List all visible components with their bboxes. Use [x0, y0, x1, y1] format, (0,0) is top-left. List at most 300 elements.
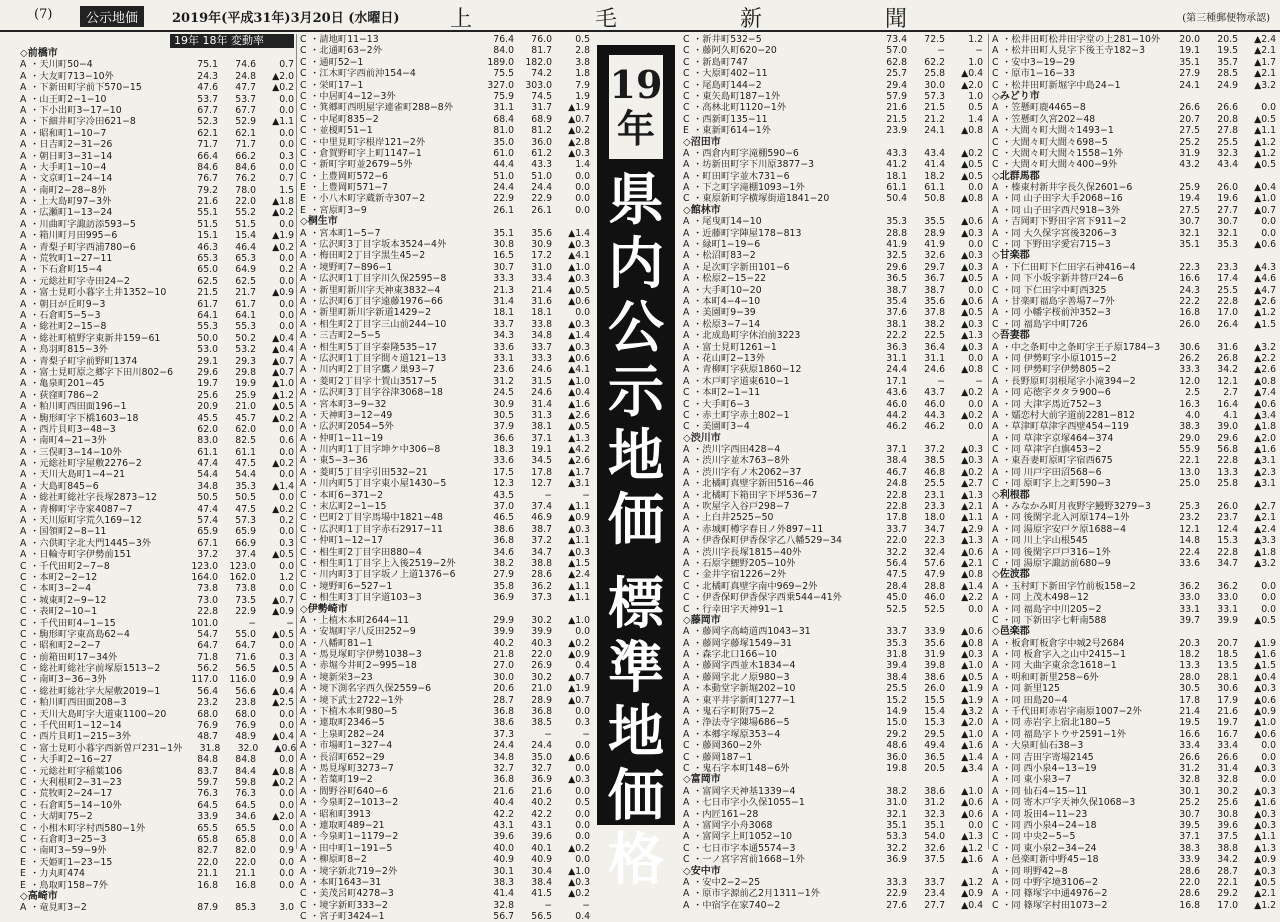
land-price-row [20, 276, 294, 287]
site-address: ・坊新田町字下川原3877−3 [693, 159, 815, 171]
zone-code: A [992, 113, 999, 125]
site-address: ・藤岡字藤塚1549−31 [693, 637, 793, 649]
zone-code: C [20, 788, 27, 800]
zone-code: A [992, 45, 999, 57]
zone-code: C [992, 136, 999, 148]
change-rate: ▲1.1 [1254, 831, 1276, 843]
price-2018: 40.2 [531, 797, 552, 809]
change-rate: ▲1.2 [1254, 307, 1276, 319]
land-price-row [683, 376, 983, 387]
price-2018: 43.7 [924, 387, 945, 399]
price-2018: 37.8 [924, 307, 945, 319]
land-price-row [992, 547, 1276, 558]
zone-code: A [992, 865, 999, 877]
price-2019: 41.2 [886, 159, 907, 171]
change-rate: ▲0.5 [961, 307, 983, 319]
price-2018: 24.4 [531, 740, 552, 752]
change-rate: 0.3 [279, 150, 294, 162]
price-2018: 22.9 [235, 606, 256, 618]
price-2018: 31.6 [531, 295, 552, 307]
site-address: ・同 伊勢町字小原1015−2 [1002, 352, 1117, 364]
price-2018: 15.5 [924, 694, 945, 706]
zone-code: A [300, 250, 307, 262]
land-price-row [300, 239, 590, 250]
land-price-row [20, 629, 294, 640]
price-2019: 30.9 [493, 398, 514, 410]
land-price-row [683, 695, 983, 706]
land-price-row [300, 307, 590, 318]
zone-code: A [20, 59, 27, 71]
price-2018: 22.8 [1217, 455, 1238, 467]
zone-code: A [300, 478, 307, 490]
site-address: ・赤土町字赤土802−1 [693, 409, 790, 421]
price-2018: 24.8 [235, 70, 256, 82]
price-2019: 327.0 [487, 79, 514, 91]
zone-code: A [992, 387, 999, 399]
postal-notice: (第三種郵便物承認) [1182, 13, 1270, 24]
change-rate: 1.0 [968, 56, 983, 68]
site-address: ・天姫町1−23−15 [30, 856, 113, 868]
site-address: ・同 上茂木498−12 [1002, 592, 1089, 604]
price-2018: 26.9 [531, 660, 552, 672]
price-2018: 36.8 [531, 706, 552, 718]
price-2019: 33.1 [493, 352, 514, 364]
change-rate: 0.0 [279, 321, 294, 333]
price-2018: 33.8 [531, 318, 552, 330]
price-2019: 82.7 [197, 845, 218, 857]
change-rate: ▲2.6 [568, 455, 590, 467]
zone-code: A [300, 808, 307, 820]
site-address: ・梅田町2丁目字黒生45−2 [310, 250, 426, 262]
zone-code: A [992, 728, 999, 740]
land-price-row [683, 490, 983, 501]
land-price-row [992, 501, 1276, 512]
change-rate: 1.0 [968, 90, 983, 102]
price-2019: 61.1 [197, 446, 218, 458]
price-2018: 47.7 [235, 82, 256, 94]
change-rate: − [975, 375, 983, 387]
zone-code: C [683, 56, 690, 68]
price-2019: 24.5 [493, 387, 514, 399]
land-price-row [992, 888, 1276, 899]
zone-code: A [20, 184, 27, 196]
land-price-row [992, 797, 1276, 808]
price-2019: 34.3 [493, 330, 514, 342]
price-2019: 28.6 [1179, 865, 1200, 877]
land-price-row [20, 94, 294, 105]
price-2019: 34.8 [197, 480, 218, 492]
land-price-row [20, 583, 294, 594]
land-price-row [20, 344, 294, 355]
price-2019: 22.9 [886, 888, 907, 900]
price-2018: 17.0 [1217, 899, 1238, 911]
site-address: ・川曲町字諏訪添593−5 [30, 218, 136, 230]
land-price-row [300, 740, 590, 751]
price-2018: 61.2 [531, 147, 552, 159]
zone-code: C [300, 911, 307, 922]
land-price-row [683, 900, 983, 911]
site-address: ・柳原町8−2 [310, 854, 367, 866]
change-rate: 0.0 [279, 253, 294, 265]
change-rate: ▲1.7 [568, 466, 590, 478]
site-address: ・同 福島字トウサ2591−1外 [1002, 728, 1126, 740]
change-rate: ▲0.6 [568, 295, 590, 307]
price-2019: 20.0 [1179, 34, 1200, 45]
change-rate: ▲1.7 [1254, 56, 1276, 68]
site-address: ・日輪寺町字伊勢前151 [30, 549, 132, 561]
change-rate: ▲0.5 [961, 159, 983, 171]
site-address: ・倉賀野町字上町1147−1 [310, 147, 422, 159]
site-address: ・内匠161−28 [693, 808, 759, 820]
price-2018: 34.2 [1217, 854, 1238, 866]
price-2018: 66.2 [235, 150, 256, 162]
price-2018: 38.6 [924, 671, 945, 683]
change-rate: ▲1.6 [1254, 797, 1276, 809]
price-2018: 27.8 [1217, 125, 1238, 137]
price-2018: 23.3 [924, 501, 945, 513]
price-2019: 28.4 [886, 580, 907, 592]
price-2018: 26.1 [531, 204, 552, 216]
price-2018: 31.2 [924, 797, 945, 809]
land-price-row [20, 139, 294, 150]
zone-code: A [300, 683, 307, 695]
land-price-row [300, 877, 590, 888]
change-rate: ▲3.2 [1254, 557, 1276, 569]
change-rate: 0.4 [575, 911, 590, 922]
change-rate: ▲1.1 [961, 512, 983, 524]
site-address: ・新町字町並2679−5外 [310, 159, 413, 171]
change-rate: ▲3.3 [1254, 535, 1276, 547]
price-2019: 61.1 [886, 182, 907, 194]
site-address: ・大間々町大間々1558−1外 [1002, 147, 1124, 159]
headline-title-char: 標 [608, 571, 664, 637]
land-price-row [20, 321, 294, 332]
price-2019: 22.3 [1179, 261, 1200, 273]
site-address: ・藤岡字西並木1834−4 [693, 660, 796, 672]
change-rate: 0.0 [1261, 102, 1276, 114]
change-rate: ▲0.3 [568, 774, 590, 786]
land-price-row [20, 823, 294, 834]
price-2018: 25.8 [924, 68, 945, 80]
price-2018: 44.3 [924, 409, 945, 421]
site-address: ・同 川戸字田沼568−6 [1002, 466, 1102, 478]
zone-code: A [992, 182, 999, 194]
zone-code: A [992, 774, 999, 786]
land-price-row [20, 128, 294, 139]
change-rate: ▲2.4 [1254, 523, 1276, 535]
site-address: ・北橘町真壁字新田516−46 [693, 478, 815, 490]
price-2019: 44.2 [886, 409, 907, 421]
price-2019: 68.0 [197, 708, 218, 720]
site-address: ・下小出町3−17−10 [30, 104, 122, 116]
price-2018: 21.6 [531, 785, 552, 797]
price-2019: 83.0 [197, 435, 218, 447]
site-address: ・同 福島字中川205−2 [1002, 603, 1102, 615]
zone-code: C [683, 90, 690, 102]
zone-code: A [683, 637, 690, 649]
price-2019: 34.8 [493, 751, 514, 763]
price-2018: 29.3 [235, 355, 256, 367]
zone-code: A [300, 763, 307, 774]
price-2019: 39.5 [1179, 819, 1200, 831]
site-address: ・上豊岡町571−7 [310, 182, 388, 194]
site-address: ・同 小幡字桜前沖352−3 [1002, 307, 1111, 319]
zone-code: A [683, 899, 690, 911]
land-price-row [992, 774, 1276, 785]
zone-code: C [992, 79, 999, 91]
price-2018: 19.6 [1217, 193, 1238, 205]
change-rate: 0.0 [279, 309, 294, 321]
site-address: ・同 西小泉4−13−19 [1002, 763, 1097, 774]
land-price-row [992, 307, 1276, 318]
zone-code: A [300, 717, 307, 729]
price-2018: 62.1 [235, 127, 256, 139]
price-2018: 26.6 [1217, 102, 1238, 114]
zone-code: A [992, 876, 999, 888]
site-address: ・赤城町樽字春日ノ外897−11 [693, 523, 824, 535]
price-2019: 20.9 [197, 401, 218, 413]
price-2018: 40.1 [531, 842, 552, 854]
change-rate: ▲0.3 [568, 318, 590, 330]
zone-code: A [683, 273, 690, 285]
price-2018: 61.1 [924, 182, 945, 194]
change-rate: 0.0 [279, 856, 294, 868]
price-2019: 30.7 [1179, 216, 1200, 228]
zone-code: C [20, 571, 27, 583]
land-price-row [300, 581, 590, 592]
price-2018: 36.4 [924, 341, 945, 353]
price-2019: 19.1 [1179, 45, 1200, 57]
zone-code: A [683, 489, 690, 501]
change-rate: ▲2.0 [961, 79, 983, 91]
site-address: ・同 東小泉2−34−24 [1002, 842, 1097, 854]
change-rate: ▲0.8 [961, 193, 983, 205]
price-2019: 23.9 [886, 125, 907, 137]
change-rate: ▲2.6 [1254, 295, 1276, 307]
price-2018: 65.3 [235, 253, 256, 265]
price-2018: 15.3 [1217, 535, 1238, 547]
price-2018: 29.7 [924, 261, 945, 273]
price-2018: 33.1 [1217, 603, 1238, 615]
site-address: ・昭和町2−2−7 [30, 640, 101, 652]
headline-title-char: 内 [608, 231, 664, 297]
price-2019: 37.6 [886, 307, 907, 319]
site-address: ・富士見町小暮字土井1352−10 [30, 287, 167, 299]
land-price-row [300, 592, 590, 603]
change-rate: ▲0.8 [272, 765, 294, 777]
price-2018: 74.5 [531, 90, 552, 102]
change-rate: 0.3 [279, 537, 294, 549]
price-2018: 36.5 [924, 751, 945, 763]
zone-code: C [683, 398, 690, 410]
price-2018: 26.8 [1217, 352, 1238, 364]
change-rate: 3.8 [575, 56, 590, 68]
price-2019: 13.0 [1179, 466, 1200, 478]
site-address: ・同 後閑字戸戸316−1外 [1002, 546, 1111, 558]
change-rate: ▲0.7 [568, 671, 590, 683]
land-price-row [992, 228, 1276, 239]
zone-code: A [683, 182, 690, 194]
land-price-row [300, 478, 590, 489]
land-price-row [992, 148, 1276, 159]
price-2018: 20.7 [1217, 637, 1238, 649]
zone-code: A [992, 432, 999, 444]
site-address: ・同 大久保字宮後3206−3 [1002, 227, 1117, 239]
change-rate: 0.0 [279, 139, 294, 151]
zone-code: C [20, 845, 27, 857]
price-2018: 84.4 [235, 765, 256, 777]
price-2019: 61.0 [493, 147, 514, 159]
land-price-row [992, 900, 1276, 911]
price-2019: 75.5 [493, 68, 514, 80]
zone-code: A [992, 375, 999, 387]
land-price-row [992, 524, 1276, 535]
site-address: ・小八木町字蔵新寺307−2 [310, 193, 426, 205]
price-2019: 26.0 [1179, 318, 1200, 330]
site-address: ・松井田町人見字下後王寺182−3 [1002, 45, 1146, 57]
land-price-row [300, 205, 590, 216]
price-2019: 81.0 [493, 125, 514, 137]
change-rate: − [582, 899, 590, 911]
site-address: ・境野町6−527−1 [310, 580, 393, 592]
price-2018: 66.9 [235, 537, 256, 549]
price-2019: 19.7 [197, 378, 218, 390]
zone-code: C [300, 147, 307, 159]
site-address: ・行幸田字天神91−1 [693, 603, 784, 615]
price-2018: 28.6 [531, 569, 552, 581]
land-price-row [300, 569, 590, 580]
zone-code: A [683, 466, 690, 478]
price-2018: 39.8 [924, 660, 945, 672]
site-address: ・境野町7−896−1 [310, 261, 393, 273]
change-rate: 0.0 [968, 182, 983, 194]
site-address: ・嬬恋村大前字道前2281−812 [1002, 409, 1135, 421]
price-2018: 12.4 [1217, 523, 1238, 535]
land-price-row [683, 57, 983, 68]
change-rate: ▲0.7 [272, 594, 294, 606]
zone-code: A [992, 535, 999, 547]
zone-code: C [683, 740, 690, 752]
land-price-row [300, 45, 590, 56]
site-address: ・箱川町月田995−6 [30, 230, 118, 242]
site-address: ・同 大曲字東余念1618−1 [1002, 660, 1117, 672]
land-price-row [683, 512, 983, 523]
change-rate: 0.0 [279, 423, 294, 435]
site-address: ・石原字鯉野205−10外 [693, 557, 796, 569]
zone-code: A [683, 501, 690, 513]
price-2018: 55.2 [235, 207, 256, 219]
price-2019: 13.3 [1179, 660, 1200, 672]
zone-code: A [992, 204, 999, 216]
change-rate: ▲4.1 [568, 250, 590, 262]
change-rate: 0.0 [575, 808, 590, 820]
site-address: ・大友町713−10外 [30, 70, 114, 82]
change-rate: 0.0 [279, 583, 294, 595]
change-rate: 0.0 [279, 218, 294, 230]
change-rate: 0.0 [968, 239, 983, 251]
price-2019: 20.3 [1179, 637, 1200, 649]
price-2018: 24.1 [924, 125, 945, 137]
site-address: ・元総社町字稲葉106 [30, 765, 123, 777]
price-2018: 49.4 [924, 740, 945, 752]
price-2019: 19.5 [1179, 717, 1200, 729]
land-price-row [300, 273, 590, 284]
land-price-row [20, 902, 294, 913]
district-heading: ◇吾妻郡 [992, 330, 1030, 342]
land-price-row [300, 182, 590, 193]
land-price-row [992, 353, 1276, 364]
change-rate: 0.0 [1261, 740, 1276, 752]
zone-code: C [20, 651, 27, 663]
change-rate: 0.0 [279, 799, 294, 811]
zone-code: A [683, 888, 690, 900]
price-2018: 29.6 [1217, 432, 1238, 444]
land-price-row [20, 811, 294, 822]
zone-code: C [992, 831, 999, 843]
land-price-row [300, 501, 590, 512]
change-rate: ▲3.4 [961, 763, 983, 774]
zone-code: C [683, 387, 690, 399]
site-address: ・駒形町字東高島62−4 [30, 628, 130, 640]
land-price-row [300, 433, 590, 444]
land-price-row [300, 558, 590, 569]
zone-code: A [992, 785, 999, 797]
site-address: ・昭和町1−10−7 [30, 127, 107, 139]
headline-title-char: 格 [608, 827, 664, 893]
change-rate: ▲3.2 [961, 706, 983, 718]
price-2018: 19.7 [1217, 717, 1238, 729]
price-2019: 28.0 [1179, 671, 1200, 683]
price-2019: 22.8 [886, 501, 907, 513]
zone-code: A [300, 455, 307, 467]
land-price-row [20, 469, 294, 480]
site-address: ・今泉町1−1179−2 [310, 831, 399, 843]
district-heading: ◇伊勢崎市 [300, 603, 348, 615]
site-address: ・三吉町2−5−5 [310, 330, 381, 342]
zone-code: C [20, 674, 27, 686]
zone-code: C [683, 409, 690, 421]
land-price-row [992, 877, 1276, 888]
land-price-row [20, 356, 294, 367]
price-2019: 27.6 [886, 899, 907, 911]
price-2019: 36.6 [493, 432, 514, 444]
price-2018: 34.7 [1217, 557, 1238, 569]
zone-code: A [683, 307, 690, 319]
zone-code: A [992, 512, 999, 524]
price-2018: 36.9 [531, 774, 552, 786]
site-address: ・鬼石字本町148−6外 [693, 763, 790, 774]
site-address: ・駒形町字下橋1603−18 [30, 412, 139, 424]
site-address: ・上豊岡町572−6 [310, 170, 388, 182]
change-rate: 0.0 [575, 170, 590, 182]
zone-code: A [300, 295, 307, 307]
land-price-row [683, 763, 983, 774]
zone-code: C [300, 535, 307, 547]
price-2018: 21.4 [531, 284, 552, 296]
land-price-row [300, 854, 590, 865]
change-rate: 0.2 [279, 264, 294, 276]
price-2019: 24.8 [886, 478, 907, 490]
change-rate: ▲0.2 [961, 466, 983, 478]
change-rate: 0.0 [575, 819, 590, 831]
zone-code: C [683, 421, 690, 433]
site-address: ・新里町新川字新道1429−2 [310, 307, 432, 319]
zone-code: C [20, 606, 27, 618]
change-rate: 2.8 [575, 45, 590, 57]
change-rate: 0.0 [968, 603, 983, 615]
price-2019: 30.6 [1179, 341, 1200, 353]
price-2019: 29.2 [886, 728, 907, 740]
